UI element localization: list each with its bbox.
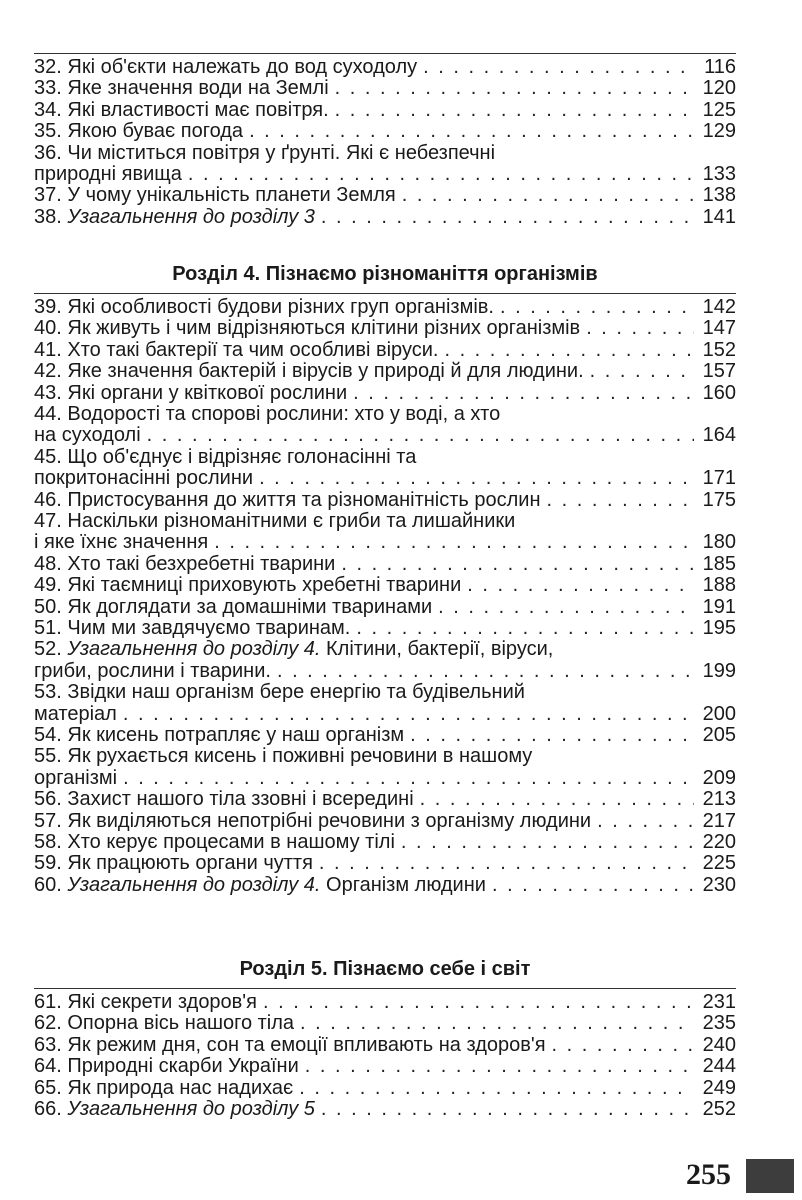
entry-title xyxy=(34,618,350,639)
entry-title xyxy=(34,361,584,382)
entry-page: 133 xyxy=(702,163,736,185)
entry-number: 50. xyxy=(34,595,62,618)
entry-title xyxy=(34,100,329,121)
dot-leader xyxy=(547,490,694,511)
toc-entry[interactable] xyxy=(34,1013,736,1034)
toc-entry[interactable] xyxy=(34,811,736,832)
toc-entry[interactable] xyxy=(34,490,736,511)
entry-page: 152 xyxy=(702,338,736,361)
entry-text: Організм людини xyxy=(326,873,486,896)
entry-text: Як рухається кисень і поживні речовини в нашому xyxy=(67,745,533,768)
toc-entry[interactable] xyxy=(34,185,736,206)
entry-page: 185 xyxy=(702,552,736,575)
dot-leader xyxy=(321,207,694,228)
entry-page: 213 xyxy=(702,788,736,811)
entry-italic-title: Узагальнення до розділу 5 xyxy=(67,1098,315,1120)
entry-text: Хто такі безхребетні тварини xyxy=(67,552,336,575)
toc-entry[interactable] xyxy=(34,575,736,596)
toc-entry[interactable] xyxy=(34,404,736,447)
entry-title xyxy=(34,447,416,468)
entry-text: Які особливості будови різних груп організмів. xyxy=(67,296,494,318)
toc-entry[interactable] xyxy=(34,361,736,382)
entry-page: 188 xyxy=(702,574,736,597)
toc-entry[interactable] xyxy=(34,597,736,618)
dot-leader xyxy=(321,1099,694,1120)
entry-page: 191 xyxy=(702,595,736,618)
entry-page: 164 xyxy=(702,424,736,447)
entry-page: 175 xyxy=(702,488,736,511)
entry-page: 244 xyxy=(702,1055,736,1078)
entry-number: 51. xyxy=(34,617,62,639)
entry-number: 36. xyxy=(34,141,62,164)
entry-text: Які об'єкти належать до вод суходолу xyxy=(67,56,418,78)
entry-text: Як працюють органи чуття xyxy=(67,852,313,875)
entry-text: Які властивості має повітря. xyxy=(67,98,329,121)
dot-leader xyxy=(438,597,694,618)
dot-leader xyxy=(319,853,694,874)
entry-number: 44. xyxy=(34,403,62,425)
entry-title xyxy=(34,511,515,532)
entry-text: Звідки наш організм бере енергію та будівельний xyxy=(67,681,525,704)
section-rule xyxy=(34,293,736,294)
entry-text: У чому унікальність планети Земля xyxy=(67,184,396,207)
entry-text-continued: покритонасінні рослини xyxy=(34,467,254,490)
entry-number: 43. xyxy=(34,381,62,404)
entry-number: 39. xyxy=(34,296,62,318)
entry-page: 160 xyxy=(702,381,736,404)
entry-text: Що об'єднує і відрізняє голонасінні та xyxy=(67,445,417,468)
entry-title xyxy=(34,57,417,78)
dot-leader xyxy=(263,992,694,1013)
entry-text: Наскільки різноманітними є гриби та лишайники xyxy=(67,510,516,532)
dot-leader xyxy=(356,618,694,639)
entry-number: 41. xyxy=(34,338,62,361)
dot-leader xyxy=(335,78,694,99)
entry-text: Пристосування до життя та різноманітність рослин xyxy=(67,488,541,511)
dot-leader xyxy=(249,121,694,142)
entry-text: Як виділяються непотрібні речовини з організму людини xyxy=(67,809,592,832)
dot-leader xyxy=(353,383,694,404)
dot-leader xyxy=(341,554,694,575)
toc-entry[interactable] xyxy=(34,297,736,318)
toc-entry[interactable] xyxy=(34,1056,736,1077)
entry-title xyxy=(34,682,525,703)
entry-number: 49. xyxy=(34,574,62,597)
dot-leader xyxy=(188,164,694,185)
entry-number: 37. xyxy=(34,184,62,207)
entry-number: 35. xyxy=(34,120,62,143)
entry-page: 220 xyxy=(702,831,736,853)
dot-leader xyxy=(492,875,694,896)
toc-entry[interactable] xyxy=(34,121,736,142)
entry-title xyxy=(34,853,313,874)
toc-entry[interactable] xyxy=(34,875,736,896)
dot-leader xyxy=(299,1078,694,1099)
toc-entry[interactable] xyxy=(34,1099,736,1120)
toc-entry[interactable] xyxy=(34,383,736,404)
entry-number: 60. xyxy=(34,873,62,896)
toc-entry[interactable] xyxy=(34,143,736,186)
entry-title xyxy=(34,554,335,575)
dot-leader xyxy=(500,297,694,318)
dot-leader xyxy=(597,811,694,832)
entry-number: 57. xyxy=(34,809,62,832)
dot-leader xyxy=(147,425,694,446)
toc-entry[interactable] xyxy=(34,57,736,78)
toc-entry[interactable] xyxy=(34,639,736,682)
entry-text: Хто керує процесами в нашому тілі xyxy=(67,831,395,853)
entry-page: 120 xyxy=(702,77,736,100)
dot-leader xyxy=(467,575,694,596)
entry-text-continued: матеріал xyxy=(34,702,117,725)
dot-leader xyxy=(300,1013,694,1034)
entry-page: 225 xyxy=(702,852,736,875)
dot-leader xyxy=(410,725,694,746)
page-tab-marker xyxy=(746,1159,794,1193)
entry-text: Як доглядати за домашніми тваринами xyxy=(67,595,433,618)
entry-text: Клітини, бактерії, віруси, xyxy=(326,638,554,661)
entry-title xyxy=(34,207,315,228)
entry-text: Якою буває погода xyxy=(67,120,244,143)
entry-page: 171 xyxy=(702,467,736,490)
entry-title xyxy=(34,992,257,1013)
entry-page: 205 xyxy=(702,724,736,746)
entry-number: 38. xyxy=(34,205,62,228)
toc-entry[interactable] xyxy=(34,554,736,575)
section-rule xyxy=(34,988,736,989)
toc-entry[interactable] xyxy=(34,682,736,725)
entry-number: 46. xyxy=(34,488,62,511)
entry-title xyxy=(34,1013,294,1034)
entry-page: 199 xyxy=(702,659,736,682)
toc-entry[interactable] xyxy=(34,992,736,1013)
entry-text-continued: організмі xyxy=(34,766,118,789)
entry-text: Як живуть і чим відрізняються клітини різних організмів xyxy=(67,317,581,340)
entry-page: 235 xyxy=(702,1012,736,1035)
entry-text: Як кисень потрапляє у наш організм xyxy=(67,724,405,746)
entry-title xyxy=(34,340,438,361)
entry-number: 42. xyxy=(34,360,62,383)
entry-title xyxy=(34,811,591,832)
entry-title xyxy=(34,318,580,339)
entry-page: 116 xyxy=(704,56,736,78)
entry-title xyxy=(34,404,500,425)
entry-text: Хто такі бактерії та чим особливі віруси. xyxy=(67,338,439,361)
toc-entry[interactable] xyxy=(34,100,736,121)
page-number: 255 xyxy=(686,1158,731,1191)
toc-entry[interactable] xyxy=(34,447,736,490)
dot-leader xyxy=(552,1035,694,1056)
dot-leader xyxy=(214,532,694,553)
entry-text: Захист нашого тіла ззовні і всередині xyxy=(67,788,414,811)
entry-page: 195 xyxy=(702,617,736,639)
entry-title xyxy=(34,1099,315,1120)
entry-title xyxy=(34,575,461,596)
entry-number: 56. xyxy=(34,788,62,811)
entry-page: 240 xyxy=(702,1033,736,1056)
toc-entry[interactable] xyxy=(34,207,736,228)
entry-title xyxy=(34,143,495,164)
entry-number: 58. xyxy=(34,831,62,853)
entry-page: 129 xyxy=(702,120,736,143)
entry-text-continued: природні явища xyxy=(34,163,182,185)
entry-text-continued: і яке їхнє значення xyxy=(34,531,209,554)
dot-leader xyxy=(259,468,694,489)
entry-text: Які органи у квіткової рослини xyxy=(67,381,348,404)
entry-title xyxy=(34,121,243,142)
entry-number: 63. xyxy=(34,1033,62,1056)
entry-text: Які секрети здоров'я xyxy=(67,991,257,1013)
entry-page: 200 xyxy=(702,702,736,725)
entry-title xyxy=(34,490,541,511)
entry-number: 34. xyxy=(34,98,62,121)
entry-italic-title: Узагальнення до розділу 4. xyxy=(67,638,321,661)
entry-number: 59. xyxy=(34,852,62,875)
entry-title xyxy=(34,1035,546,1056)
entry-title xyxy=(34,639,553,660)
entry-title xyxy=(34,832,395,853)
entry-number: 62. xyxy=(34,1012,62,1035)
toc-entry[interactable] xyxy=(34,511,736,554)
entry-page: 125 xyxy=(702,98,736,121)
toc-entry[interactable] xyxy=(34,340,736,361)
entry-text: Як режим дня, сон та емоції впливають на здоров'я xyxy=(67,1033,546,1056)
entry-page: 141 xyxy=(702,205,736,228)
entry-text: Яке значення бактерій і вірусів у природі й для людини. xyxy=(67,360,584,383)
dot-leader xyxy=(401,832,694,853)
entry-page: 180 xyxy=(702,531,736,554)
entry-number: 40. xyxy=(34,317,62,340)
entry-page: 142 xyxy=(702,296,736,318)
entry-number: 61. xyxy=(34,991,62,1013)
toc-entry[interactable] xyxy=(34,318,736,339)
entry-page: 231 xyxy=(702,991,736,1013)
section-heading: Розділ 4. Пізнаємо різноманіття організмів xyxy=(172,263,598,285)
dot-leader xyxy=(277,661,694,682)
entry-text: Які таємниці приховують хребетні тварини xyxy=(67,574,462,597)
dot-leader xyxy=(590,361,694,382)
entry-text-continued: гриби, рослини і тварини. xyxy=(34,659,271,682)
entry-title xyxy=(34,746,532,767)
dot-leader xyxy=(123,768,694,789)
toc-entry[interactable] xyxy=(34,746,736,789)
toc-entry[interactable] xyxy=(34,853,736,874)
entry-italic-title: Узагальнення до розділу 3 xyxy=(67,205,315,228)
entry-number: 66. xyxy=(34,1098,62,1120)
toc-entry[interactable] xyxy=(34,725,736,746)
entry-title xyxy=(34,725,404,746)
section-heading: Розділ 5. Пізнаємо себе і світ xyxy=(239,958,531,980)
entry-page: 209 xyxy=(702,766,736,789)
entry-text: Чи міститься повітря у ґрунті. Які є небезпечні xyxy=(67,141,496,164)
entry-text: Водорості та спорові рослини: хто у воді, а хто xyxy=(67,403,501,425)
dot-leader xyxy=(444,340,694,361)
dot-leader xyxy=(586,318,694,339)
toc-entry[interactable] xyxy=(34,789,736,810)
entry-italic-title: Узагальнення до розділу 4. xyxy=(67,873,321,896)
entry-title xyxy=(34,78,329,99)
toc-entry[interactable] xyxy=(34,1078,736,1099)
entry-text: Чим ми завдячуємо тваринам. xyxy=(67,617,351,639)
toc-entry[interactable] xyxy=(34,618,736,639)
entry-title xyxy=(34,1056,299,1077)
entry-number: 64. xyxy=(34,1055,62,1078)
entry-page: 230 xyxy=(702,873,736,896)
top-rule xyxy=(34,53,736,54)
entry-number: 33. xyxy=(34,77,62,100)
entry-text: Опорна вісь нашого тіла xyxy=(67,1012,295,1035)
dot-leader xyxy=(123,704,694,725)
entry-number: 52. xyxy=(34,638,62,661)
toc-entry[interactable] xyxy=(34,832,736,853)
entry-page: 138 xyxy=(702,184,736,207)
entry-page: 217 xyxy=(702,809,736,832)
entry-title xyxy=(34,597,432,618)
entry-page: 252 xyxy=(702,1098,736,1120)
entry-number: 47. xyxy=(34,510,62,532)
entry-text-continued: на суходолі xyxy=(34,424,141,447)
dot-leader xyxy=(335,100,694,121)
entry-number: 65. xyxy=(34,1076,62,1099)
toc-entry[interactable] xyxy=(34,78,736,99)
entry-title xyxy=(34,1078,293,1099)
entry-title xyxy=(34,789,414,810)
entry-number: 48. xyxy=(34,552,62,575)
entry-title xyxy=(34,875,486,896)
entry-number: 54. xyxy=(34,724,62,746)
entry-number: 32. xyxy=(34,56,62,78)
entry-page: 147 xyxy=(702,317,736,340)
entry-title xyxy=(34,185,396,206)
entry-number: 45. xyxy=(34,445,62,468)
entry-number: 53. xyxy=(34,681,62,704)
entry-title xyxy=(34,297,494,318)
toc-entry[interactable] xyxy=(34,1035,736,1056)
dot-leader xyxy=(423,57,694,78)
dot-leader xyxy=(305,1056,694,1077)
entry-text: Як природа нас надихає xyxy=(67,1076,294,1099)
dot-leader xyxy=(402,185,694,206)
entry-page: 249 xyxy=(702,1076,736,1099)
entry-text: Природні скарби України xyxy=(67,1055,299,1078)
dot-leader xyxy=(420,789,694,810)
entry-title xyxy=(34,383,347,404)
entry-text: Яке значення води на Землі xyxy=(67,77,329,100)
entry-page: 157 xyxy=(702,360,736,383)
entry-number: 55. xyxy=(34,745,62,768)
